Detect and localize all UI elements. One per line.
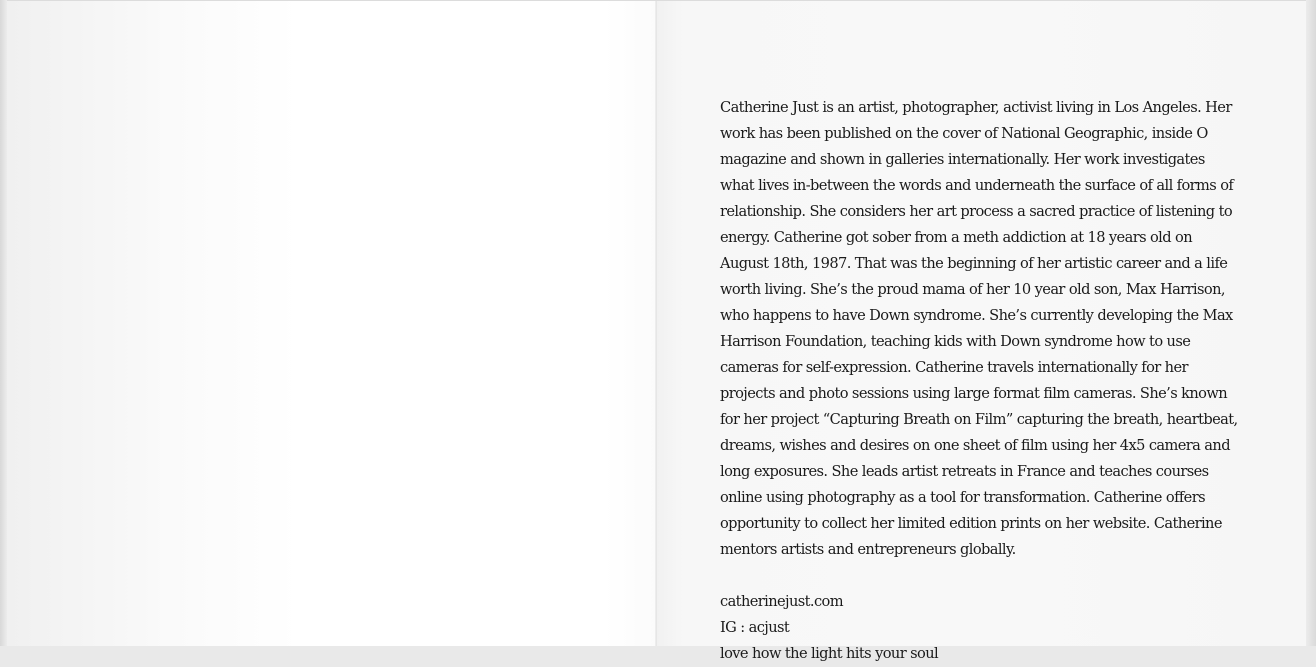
book-edge-left <box>0 0 7 646</box>
bio-paragraph: Catherine Just is an artist, photographer, activist living in Los Angeles. Her work has been published on the cover of National Geographic, inside O magazine and shown in galleries internationally. Her work investigates what lives in-between the words and underneath the surface of all forms of relationship. She considers her art process a sacred practice of listening to energy. Catherine got sober from a meth addiction at 18 years old on August 18th, 1987. That was the beginning of her artistic career and a life worth living. She’s the proud mama of her 10 year old son, Max Harrison, who happens to have Down syndrome. She’s currently developing the Max Harrison Foundation, teaching kids with Down syndrome how to use cameras for self-expression. Catherine travels internationally for her projects and photo sessions using large format film cameras. She’s known for her project “Capturing Breath on Film” capturing the breath, heartbeat, dreams, wishes and desires on one sheet of film using her 4x5 camera and long exposures. She leads artist retreats in France and teaches courses online using photography as a tool for transformation. Catherine offers opportunity to collect her limited edition prints on her website. Catherine mentors artists and entrepreneurs globally. <box>720 99 1238 558</box>
website-text: catherinejust.com <box>720 593 843 610</box>
tagline-text: love how the light hits your soul <box>720 645 939 662</box>
book-edge-right <box>1306 0 1316 646</box>
instagram-handle: acjust <box>748 619 790 636</box>
right-page <box>657 1 1306 662</box>
instagram-line <box>720 615 1242 641</box>
contact-block <box>720 589 1242 667</box>
bio-text-block <box>720 95 1242 667</box>
left-page <box>7 1 656 646</box>
instagram-label: IG : <box>720 619 749 636</box>
